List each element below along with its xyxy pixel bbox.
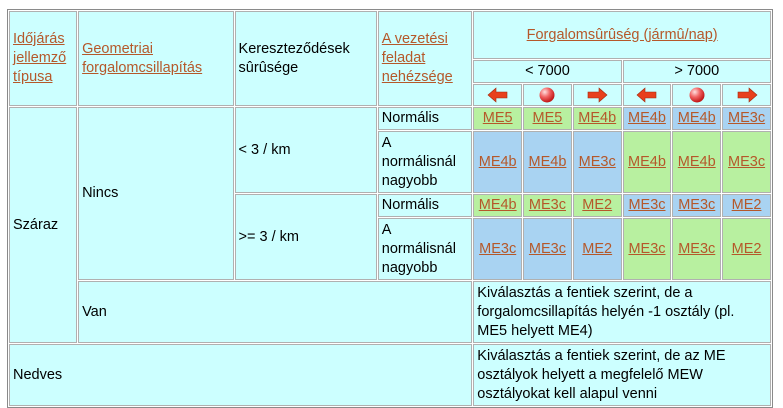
header-driving-difficulty[interactable]: A vezetési feladat nehézsége bbox=[378, 11, 473, 106]
circle-icon bbox=[523, 84, 572, 106]
class-link[interactable]: ME2 bbox=[722, 194, 771, 217]
header-low-traffic: < 7000 bbox=[473, 60, 621, 83]
row-label-density-low: < 3 / km bbox=[235, 107, 377, 193]
road-lighting-class-table bbox=[8, 10, 772, 407]
row-label-higher: A normálisnál nagyobb bbox=[378, 131, 473, 193]
class-link[interactable]: ME5 bbox=[473, 107, 522, 130]
arrow-right-icon bbox=[573, 84, 622, 106]
header-weather-type[interactable]: Időjárás jellemző típusa bbox=[9, 11, 77, 106]
header-traffic-density[interactable]: Forgalomsûrûség (jármû/nap) bbox=[473, 11, 771, 59]
circle-icon bbox=[672, 84, 721, 106]
class-link[interactable]: ME3c bbox=[672, 218, 721, 280]
class-link[interactable]: ME3c bbox=[473, 218, 522, 280]
row-label-normal: Normális bbox=[378, 194, 473, 217]
class-link[interactable]: ME2 bbox=[573, 194, 622, 217]
class-link[interactable]: ME4b bbox=[473, 131, 522, 193]
class-link[interactable]: ME4b bbox=[523, 131, 572, 193]
class-link[interactable]: ME4b bbox=[623, 107, 672, 130]
row-label-normal: Normális bbox=[378, 107, 473, 130]
class-link[interactable]: ME2 bbox=[573, 218, 622, 280]
class-link[interactable]: ME3c bbox=[672, 194, 721, 217]
header-intersection-density: Kereszteződések sûrûsége bbox=[235, 11, 377, 106]
class-link[interactable]: ME4b bbox=[672, 131, 721, 193]
class-link[interactable]: ME3c bbox=[722, 107, 771, 130]
class-link[interactable]: ME3c bbox=[722, 131, 771, 193]
class-link[interactable]: ME3c bbox=[623, 194, 672, 217]
class-link[interactable]: ME3c bbox=[573, 131, 622, 193]
header-geometric-calming[interactable]: Geometriai forgalomcsillapítás bbox=[78, 11, 233, 106]
class-link[interactable]: ME2 bbox=[722, 218, 771, 280]
class-link[interactable]: ME4b bbox=[473, 194, 522, 217]
row-label-higher: A normálisnál nagyobb bbox=[378, 218, 473, 280]
row-label-no-calming: Nincs bbox=[78, 107, 233, 280]
class-link[interactable]: ME4b bbox=[623, 131, 672, 193]
note-wet: Kiválasztás a fentiek szerint, de az ME osztályok helyett a megfelelő MEW osztályokat kell alapul venni bbox=[473, 344, 771, 406]
class-link[interactable]: ME5 bbox=[523, 107, 572, 130]
arrow-left-icon bbox=[623, 84, 672, 106]
class-link[interactable]: ME3c bbox=[523, 218, 572, 280]
note-calming: Kiválasztás a fentiek szerint, de a forgalomcsillapítás helyén -1 osztály (pl. ME5 helyett ME4) bbox=[473, 281, 771, 343]
header-high-traffic: > 7000 bbox=[623, 60, 771, 83]
row-label-wet: Nedves bbox=[9, 344, 472, 406]
arrow-left-icon bbox=[473, 84, 522, 106]
class-link[interactable]: ME3c bbox=[623, 218, 672, 280]
row-label-calming-present: Van bbox=[78, 281, 472, 343]
arrow-right-icon bbox=[722, 84, 771, 106]
class-link[interactable]: ME3c bbox=[523, 194, 572, 217]
class-link[interactable]: ME4b bbox=[573, 107, 622, 130]
class-link[interactable]: ME4b bbox=[672, 107, 721, 130]
row-label-dry: Száraz bbox=[9, 107, 77, 343]
row-label-density-high: >= 3 / km bbox=[235, 194, 377, 280]
